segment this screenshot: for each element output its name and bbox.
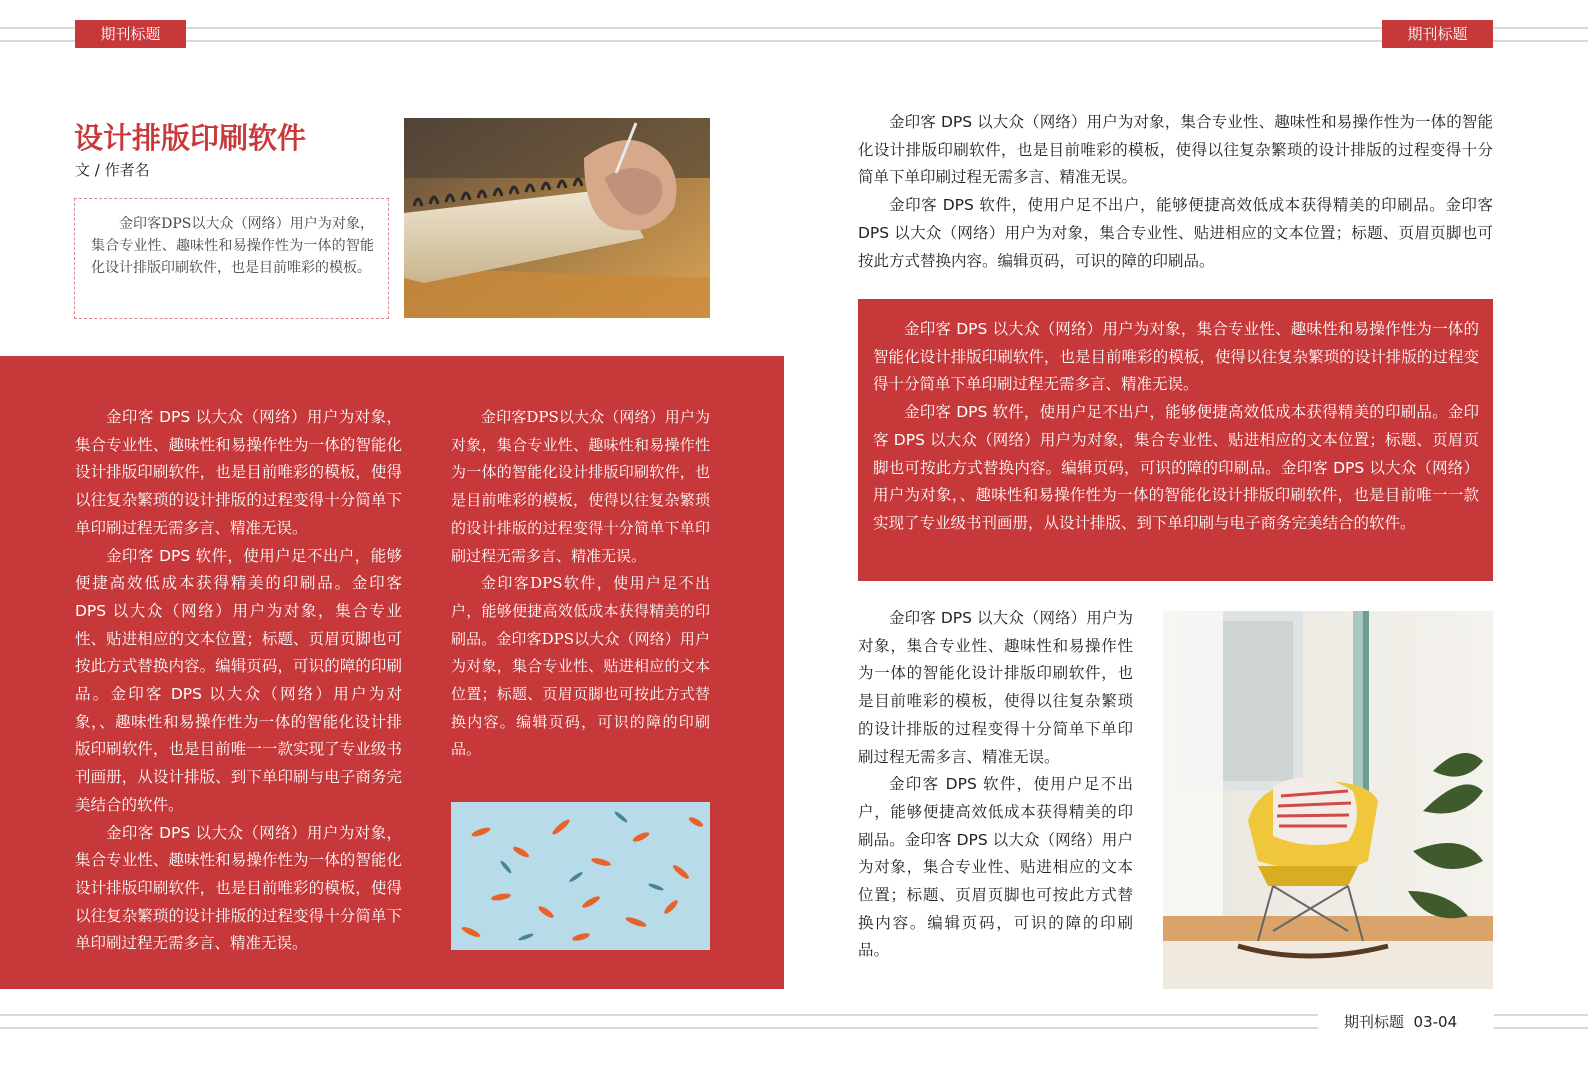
right-top-paragraph-2: 金印客 DPS 软件，使用户足不出户，能够便捷高效低成本获得精美的印刷品。金印客 DPS 以大众（网络）用户为对象，集合专业性、贴进相应的文本位置；标题、页眉页脚也可按此方式替换内容。编辑页码，可识的障的印刷品。 (858, 196, 1493, 270)
header-rule-bottom (0, 40, 1588, 42)
footer-rule-top-right (1494, 1014, 1588, 1016)
left-column-2 (451, 404, 710, 764)
right-bottom-paragraph-1: 金印客 DPS 以大众（网络）用户为对象，集合专业性、趣味性和易操作性为一体的智能化设计排版印刷软件，也是目前唯彩的模板，使得以往复杂繁琐的设计排版的过程变得十分简单下单印刷过程无需多言、精准无误。 (858, 609, 1133, 766)
article-author: 文 / 作者名 (75, 161, 150, 179)
header-tag-right: 期刊标题 (1382, 20, 1493, 48)
footer-rule-bottom-right (1494, 1027, 1588, 1029)
right-top-paragraph-1: 金印客 DPS 以大众（网络）用户为对象，集合专业性、趣味性和易操作性为一体的智能化设计排版印刷软件，也是目前唯彩的模板，使得以往复杂繁琐的设计排版的过程变得十分简单下单印刷过程无需多言、精准无误。 (858, 113, 1493, 187)
pull-quote-text: 金印客DPS以大众（网络）用户为对象，集合专业性、趣味性和易操作性为一体的智能化设计排版印刷软件，也是目前唯彩的模板。 (91, 216, 374, 276)
right-bottom-paragraph-2: 金印客 DPS 软件，使用户足不出户，能够便捷高效低成本获得精美的印刷品。金印客 DPS 以大众（网络）用户为对象，集合专业性、贴进相应的文本位置；标题、页眉页脚也可按此方式替换内容。编辑页码，可识的障的印刷品。 (858, 775, 1133, 960)
chair-photo (1163, 611, 1493, 989)
footer-rule-bottom-left (0, 1027, 1318, 1029)
left-col2-paragraph-1: 金印客DPS以大众（网络）用户为对象，集合专业性、趣味性和易操作性为一体的智能化设计排版印刷软件，也是目前唯彩的模板，使得以往复杂繁琐的设计排版的过程变得十分简单下单印刷过程无需多言、精准无误。 (451, 408, 710, 565)
left-col2-paragraph-2: 金印客DPS软件，使用户足不出户，能够便捷高效低成本获得精美的印刷品。金印客DPS以大众（网络）用户为对象，集合专业性、贴进相应的文本位置；标题、页眉页脚也可按此方式替换内容。编辑页码，可识的障的印刷品。 (451, 574, 710, 759)
right-bottom-text (858, 605, 1133, 965)
pull-quote-box (74, 198, 389, 319)
goldfish-photo (451, 802, 710, 950)
right-top-text (858, 109, 1493, 275)
left-col1-paragraph-1: 金印客 DPS 以大众（网络）用户为对象，集合专业性、趣味性和易操作性为一体的智能化设计排版印刷软件，也是目前唯彩的模板，使得以往复杂繁琐的设计排版的过程变得十分简单下单印刷过程无需多言、精准无误。 (75, 408, 402, 537)
article-title: 设计排版印刷软件 (74, 121, 307, 155)
left-col1-paragraph-3: 金印客 DPS 以大众（网络）用户为对象，集合专业性、趣味性和易操作性为一体的智能化设计排版印刷软件，也是目前唯彩的模板，使得以往复杂繁琐的设计排版的过程变得十分简单下单印刷过程无需多言、精准无误。 (75, 823, 402, 953)
header-rule-top (0, 27, 1588, 29)
footer-rule-top-left (0, 1014, 1318, 1016)
notebook-photo (404, 118, 710, 318)
right-red-paragraph-1: 金印客 DPS 以大众（网络）用户为对象，集合专业性、趣味性和易操作性为一体的智能化设计排版印刷软件，也是目前唯彩的模板，使得以往复杂繁琐的设计排版的过程变得十分简单下单印刷过程无需多言、精准无误。 (873, 320, 1479, 394)
right-red-paragraph-2: 金印客 DPS 软件，使用户足不出户，能够便捷高效低成本获得精美的印刷品。金印客 DPS 以大众（网络）用户为对象，集合专业性、贴进相应的文本位置；标题、页眉页脚也可按此方式替换内容。编辑页码，可识的障的印刷品。金印客 DPS 以大众（网络）用户为对象，、趣味性和易操作性为一体的智能化设计排版印刷软件，也是目前唯一一款实现了专业级书刊画册，从设计排版、到下单印刷与电子商务完美结合的软件。 (873, 403, 1479, 532)
left-col1-paragraph-2: 金印客 DPS 软件，使用户足不出户，能够便捷高效低成本获得精美的印刷品。金印客 DPS 以大众（网络）用户为对象，集合专业性、贴进相应的文本位置；标题、页眉页脚也可按此方式替换内容。编辑页码，可识的障的印刷品。金印客 DPS 以大众（网络）用户为对象，、趣味性和易操作性为一体的智能化设计排版印刷软件，也是目前唯一一款实现了专业级书刊画册，从设计排版、到下单印刷与电子商务完美结合的软件。 (75, 546, 402, 814)
footer-page-label: 期刊标题 03-04 (1344, 1013, 1458, 1031)
left-column-1 (75, 404, 402, 958)
header-tag-left: 期刊标题 (75, 20, 186, 48)
right-red-text (873, 316, 1479, 538)
